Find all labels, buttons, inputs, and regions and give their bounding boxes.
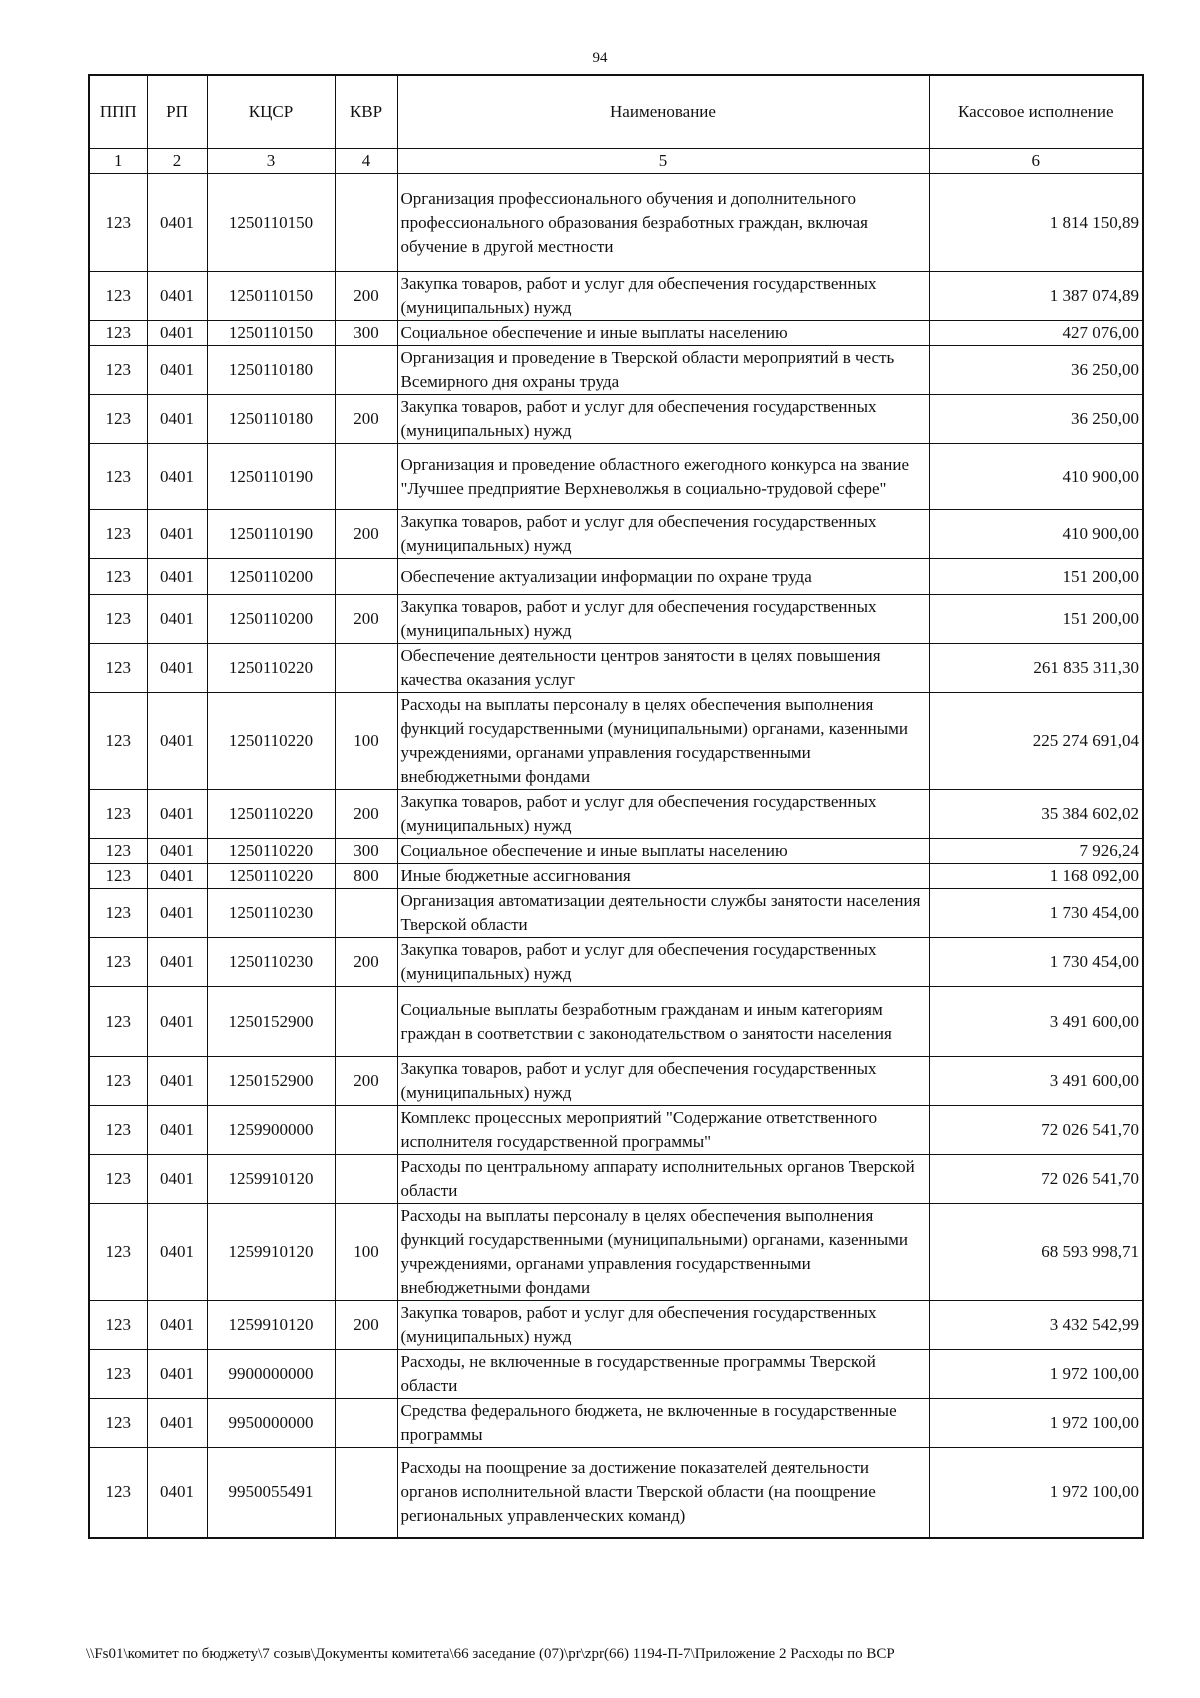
cell-name: Расходы на поощрение за достижение показателей деятельности органов исполнительной власти Тверской области (на поощрение региональных управленческих команд) bbox=[397, 1448, 929, 1538]
page-number: 94 bbox=[592, 50, 608, 66]
table-row bbox=[89, 595, 1143, 644]
cell-rp: 0401 bbox=[147, 889, 207, 938]
cell-kcsr: 1259900000 bbox=[207, 1106, 335, 1155]
cell-ppp: 123 bbox=[89, 510, 147, 559]
cell-kvr bbox=[335, 1399, 397, 1448]
cell-rp: 0401 bbox=[147, 790, 207, 839]
cell-kcsr: 1250110190 bbox=[207, 510, 335, 559]
header-ppp: ППП bbox=[89, 75, 147, 149]
cell-rp: 0401 bbox=[147, 1155, 207, 1204]
table-row bbox=[89, 1204, 1143, 1301]
cell-name: Средства федерального бюджета, не включенные в государственные программы bbox=[397, 1399, 929, 1448]
cell-amount: 1 972 100,00 bbox=[929, 1448, 1143, 1538]
footer-file-path: \\Fs01\комитет по бюджету\7 созыв\Документы комитета\66 заседание (07)\pr\zpr(66) 1194-П-7\Приложение 2 Расходы по ВСР bbox=[86, 1646, 895, 1662]
cell-kcsr: 1250110150 bbox=[207, 174, 335, 272]
cell-kcsr: 1250110150 bbox=[207, 321, 335, 346]
cell-name: Организация и проведение областного ежегодного конкурса на звание "Лучшее предприятие Верхневолжья в социально-трудовой сфере" bbox=[397, 444, 929, 510]
cell-ppp: 123 bbox=[89, 174, 147, 272]
cell-rp: 0401 bbox=[147, 510, 207, 559]
table-row bbox=[89, 1350, 1143, 1399]
cell-kvr: 300 bbox=[335, 839, 397, 864]
cell-kvr: 200 bbox=[335, 272, 397, 321]
cell-kvr: 200 bbox=[335, 510, 397, 559]
cell-ppp: 123 bbox=[89, 395, 147, 444]
table-row bbox=[89, 864, 1143, 889]
column-number: 5 bbox=[397, 149, 929, 174]
table-row bbox=[89, 987, 1143, 1057]
header-rp: РП bbox=[147, 75, 207, 149]
cell-kcsr: 1259910120 bbox=[207, 1204, 335, 1301]
cell-name: Расходы на выплаты персоналу в целях обеспечения выполнения функций государственными (муниципальными) органами, казенными учреждениями, органами управления государственными внебюджетными фондами bbox=[397, 1204, 929, 1301]
cell-ppp: 123 bbox=[89, 444, 147, 510]
header-name: Наименование bbox=[397, 75, 929, 149]
cell-kcsr: 1250110190 bbox=[207, 444, 335, 510]
cell-kvr bbox=[335, 1448, 397, 1538]
cell-name: Социальные выплаты безработным гражданам и иным категориям граждан в соответствии с законодательством о занятости населения bbox=[397, 987, 929, 1057]
table-row bbox=[89, 321, 1143, 346]
cell-kvr: 200 bbox=[335, 1301, 397, 1350]
cell-rp: 0401 bbox=[147, 839, 207, 864]
cell-ppp: 123 bbox=[89, 693, 147, 790]
cell-name: Расходы по центральному аппарату исполнительных органов Тверской области bbox=[397, 1155, 929, 1204]
table-row bbox=[89, 444, 1143, 510]
cell-rp: 0401 bbox=[147, 864, 207, 889]
cell-amount: 151 200,00 bbox=[929, 559, 1143, 595]
cell-ppp: 123 bbox=[89, 938, 147, 987]
cell-name: Закупка товаров, работ и услуг для обеспечения государственных (муниципальных) нужд bbox=[397, 790, 929, 839]
cell-name: Комплекс процессных мероприятий "Содержание ответственного исполнителя государственной программы" bbox=[397, 1106, 929, 1155]
table-row bbox=[89, 1057, 1143, 1106]
cell-amount: 68 593 998,71 bbox=[929, 1204, 1143, 1301]
cell-rp: 0401 bbox=[147, 272, 207, 321]
table-row bbox=[89, 510, 1143, 559]
cell-rp: 0401 bbox=[147, 174, 207, 272]
cell-kcsr: 1250110150 bbox=[207, 272, 335, 321]
cell-rp: 0401 bbox=[147, 321, 207, 346]
cell-kcsr: 1250110230 bbox=[207, 938, 335, 987]
cell-kcsr: 1259910120 bbox=[207, 1301, 335, 1350]
cell-rp: 0401 bbox=[147, 595, 207, 644]
table-row bbox=[89, 1155, 1143, 1204]
cell-kvr bbox=[335, 644, 397, 693]
cell-rp: 0401 bbox=[147, 395, 207, 444]
cell-kcsr: 9950055491 bbox=[207, 1448, 335, 1538]
cell-amount: 427 076,00 bbox=[929, 321, 1143, 346]
cell-ppp: 123 bbox=[89, 1057, 147, 1106]
cell-kvr bbox=[335, 1155, 397, 1204]
header-kcsr: КЦСР bbox=[207, 75, 335, 149]
cell-ppp: 123 bbox=[89, 1448, 147, 1538]
cell-kcsr: 1250110220 bbox=[207, 864, 335, 889]
header-kvr: КВР bbox=[335, 75, 397, 149]
cell-kvr: 800 bbox=[335, 864, 397, 889]
cell-kcsr: 1250110220 bbox=[207, 693, 335, 790]
cell-name: Расходы на выплаты персоналу в целях обеспечения выполнения функций государственными (муниципальными) органами, казенными учреждениями, органами управления государственными внебюджетными фондами bbox=[397, 693, 929, 790]
cell-amount: 1 814 150,89 bbox=[929, 174, 1143, 272]
cell-amount: 151 200,00 bbox=[929, 595, 1143, 644]
cell-rp: 0401 bbox=[147, 1057, 207, 1106]
table-row bbox=[89, 693, 1143, 790]
cell-ppp: 123 bbox=[89, 1350, 147, 1399]
cell-amount: 3 491 600,00 bbox=[929, 1057, 1143, 1106]
cell-kcsr: 1259910120 bbox=[207, 1155, 335, 1204]
cell-ppp: 123 bbox=[89, 987, 147, 1057]
cell-ppp: 123 bbox=[89, 644, 147, 693]
table-row bbox=[89, 1106, 1143, 1155]
cell-kcsr: 1250110220 bbox=[207, 839, 335, 864]
cell-rp: 0401 bbox=[147, 1301, 207, 1350]
cell-kcsr: 1250110220 bbox=[207, 644, 335, 693]
cell-ppp: 123 bbox=[89, 321, 147, 346]
cell-kcsr: 1250110200 bbox=[207, 595, 335, 644]
cell-kcsr: 1250152900 bbox=[207, 1057, 335, 1106]
table-row bbox=[89, 1301, 1143, 1350]
cell-amount: 261 835 311,30 bbox=[929, 644, 1143, 693]
cell-kvr: 100 bbox=[335, 1204, 397, 1301]
cell-ppp: 123 bbox=[89, 1106, 147, 1155]
cell-name: Закупка товаров, работ и услуг для обеспечения государственных (муниципальных) нужд bbox=[397, 510, 929, 559]
cell-amount: 225 274 691,04 bbox=[929, 693, 1143, 790]
cell-amount: 7 926,24 bbox=[929, 839, 1143, 864]
cell-amount: 36 250,00 bbox=[929, 346, 1143, 395]
cell-ppp: 123 bbox=[89, 1399, 147, 1448]
cell-name: Иные бюджетные ассигнования bbox=[397, 864, 929, 889]
cell-rp: 0401 bbox=[147, 644, 207, 693]
cell-rp: 0401 bbox=[147, 1350, 207, 1399]
cell-kcsr: 1250110230 bbox=[207, 889, 335, 938]
column-number: 4 bbox=[335, 149, 397, 174]
cell-amount: 3 491 600,00 bbox=[929, 987, 1143, 1057]
cell-rp: 0401 bbox=[147, 1448, 207, 1538]
column-number: 6 bbox=[929, 149, 1143, 174]
cell-ppp: 123 bbox=[89, 790, 147, 839]
cell-kcsr: 9900000000 bbox=[207, 1350, 335, 1399]
cell-kvr bbox=[335, 346, 397, 395]
table-row bbox=[89, 272, 1143, 321]
cell-name: Закупка товаров, работ и услуг для обеспечения государственных (муниципальных) нужд bbox=[397, 395, 929, 444]
cell-kvr bbox=[335, 174, 397, 272]
cell-name: Закупка товаров, работ и услуг для обеспечения государственных (муниципальных) нужд bbox=[397, 1057, 929, 1106]
cell-amount: 3 432 542,99 bbox=[929, 1301, 1143, 1350]
cell-name: Обеспечение актуализации информации по охране труда bbox=[397, 559, 929, 595]
cell-ppp: 123 bbox=[89, 864, 147, 889]
cell-name: Организация и проведение в Тверской области мероприятий в честь Всемирного дня охраны труда bbox=[397, 346, 929, 395]
cell-name: Обеспечение деятельности центров занятости в целях повышения качества оказания услуг bbox=[397, 644, 929, 693]
cell-kvr bbox=[335, 987, 397, 1057]
cell-amount: 35 384 602,02 bbox=[929, 790, 1143, 839]
cell-ppp: 123 bbox=[89, 1155, 147, 1204]
table-row bbox=[89, 1448, 1143, 1538]
table-row bbox=[89, 889, 1143, 938]
table-row bbox=[89, 174, 1143, 272]
column-number: 3 bbox=[207, 149, 335, 174]
cell-kvr: 200 bbox=[335, 790, 397, 839]
cell-name: Социальное обеспечение и иные выплаты населению bbox=[397, 321, 929, 346]
cell-ppp: 123 bbox=[89, 1204, 147, 1301]
table-row bbox=[89, 395, 1143, 444]
cell-kcsr: 1250110220 bbox=[207, 790, 335, 839]
cell-amount: 410 900,00 bbox=[929, 444, 1143, 510]
cell-ppp: 123 bbox=[89, 346, 147, 395]
table-row bbox=[89, 1399, 1143, 1448]
cell-rp: 0401 bbox=[147, 987, 207, 1057]
cell-kcsr: 1250110200 bbox=[207, 559, 335, 595]
table-row bbox=[89, 839, 1143, 864]
table-row bbox=[89, 559, 1143, 595]
cell-kcsr: 1250110180 bbox=[207, 346, 335, 395]
cell-amount: 36 250,00 bbox=[929, 395, 1143, 444]
cell-ppp: 123 bbox=[89, 889, 147, 938]
cell-rp: 0401 bbox=[147, 938, 207, 987]
cell-name: Организация автоматизации деятельности службы занятости населения Тверской области bbox=[397, 889, 929, 938]
header-amount: Кассовое исполнение bbox=[929, 75, 1143, 149]
cell-ppp: 123 bbox=[89, 839, 147, 864]
column-number: 2 bbox=[147, 149, 207, 174]
table-row bbox=[89, 644, 1143, 693]
cell-name: Закупка товаров, работ и услуг для обеспечения государственных (муниципальных) нужд bbox=[397, 1301, 929, 1350]
table-row bbox=[89, 790, 1143, 839]
cell-name: Организация профессионального обучения и дополнительного профессионального образования безработных граждан, включая обучение в другой местности bbox=[397, 174, 929, 272]
cell-rp: 0401 bbox=[147, 1399, 207, 1448]
cell-amount: 1 387 074,89 bbox=[929, 272, 1143, 321]
cell-name: Социальное обеспечение и иные выплаты населению bbox=[397, 839, 929, 864]
cell-amount: 1 730 454,00 bbox=[929, 889, 1143, 938]
cell-name: Закупка товаров, работ и услуг для обеспечения государственных (муниципальных) нужд bbox=[397, 272, 929, 321]
column-number: 1 bbox=[89, 149, 147, 174]
cell-rp: 0401 bbox=[147, 693, 207, 790]
cell-kvr bbox=[335, 559, 397, 595]
table-row bbox=[89, 346, 1143, 395]
cell-kvr: 100 bbox=[335, 693, 397, 790]
cell-ppp: 123 bbox=[89, 559, 147, 595]
cell-rp: 0401 bbox=[147, 1204, 207, 1301]
cell-amount: 72 026 541,70 bbox=[929, 1106, 1143, 1155]
cell-rp: 0401 bbox=[147, 1106, 207, 1155]
expenditure-table bbox=[88, 74, 1144, 1539]
cell-kcsr: 1250152900 bbox=[207, 987, 335, 1057]
cell-name: Закупка товаров, работ и услуг для обеспечения государственных (муниципальных) нужд bbox=[397, 938, 929, 987]
cell-amount: 1 730 454,00 bbox=[929, 938, 1143, 987]
cell-kvr bbox=[335, 1350, 397, 1399]
cell-name: Закупка товаров, работ и услуг для обеспечения государственных (муниципальных) нужд bbox=[397, 595, 929, 644]
cell-amount: 1 972 100,00 bbox=[929, 1350, 1143, 1399]
cell-rp: 0401 bbox=[147, 559, 207, 595]
cell-amount: 410 900,00 bbox=[929, 510, 1143, 559]
cell-amount: 1 972 100,00 bbox=[929, 1399, 1143, 1448]
cell-amount: 1 168 092,00 bbox=[929, 864, 1143, 889]
cell-name: Расходы, не включенные в государственные программы Тверской области bbox=[397, 1350, 929, 1399]
cell-rp: 0401 bbox=[147, 346, 207, 395]
cell-kvr: 200 bbox=[335, 395, 397, 444]
cell-ppp: 123 bbox=[89, 272, 147, 321]
cell-ppp: 123 bbox=[89, 595, 147, 644]
cell-kcsr: 1250110180 bbox=[207, 395, 335, 444]
cell-kvr bbox=[335, 1106, 397, 1155]
table-header-row bbox=[89, 75, 1143, 149]
table-row bbox=[89, 938, 1143, 987]
cell-kvr bbox=[335, 889, 397, 938]
cell-kvr: 200 bbox=[335, 938, 397, 987]
column-number-row bbox=[89, 149, 1143, 174]
cell-kvr: 200 bbox=[335, 595, 397, 644]
cell-rp: 0401 bbox=[147, 444, 207, 510]
cell-kvr bbox=[335, 444, 397, 510]
cell-ppp: 123 bbox=[89, 1301, 147, 1350]
cell-kvr: 300 bbox=[335, 321, 397, 346]
cell-kvr: 200 bbox=[335, 1057, 397, 1106]
cell-amount: 72 026 541,70 bbox=[929, 1155, 1143, 1204]
cell-kcsr: 9950000000 bbox=[207, 1399, 335, 1448]
